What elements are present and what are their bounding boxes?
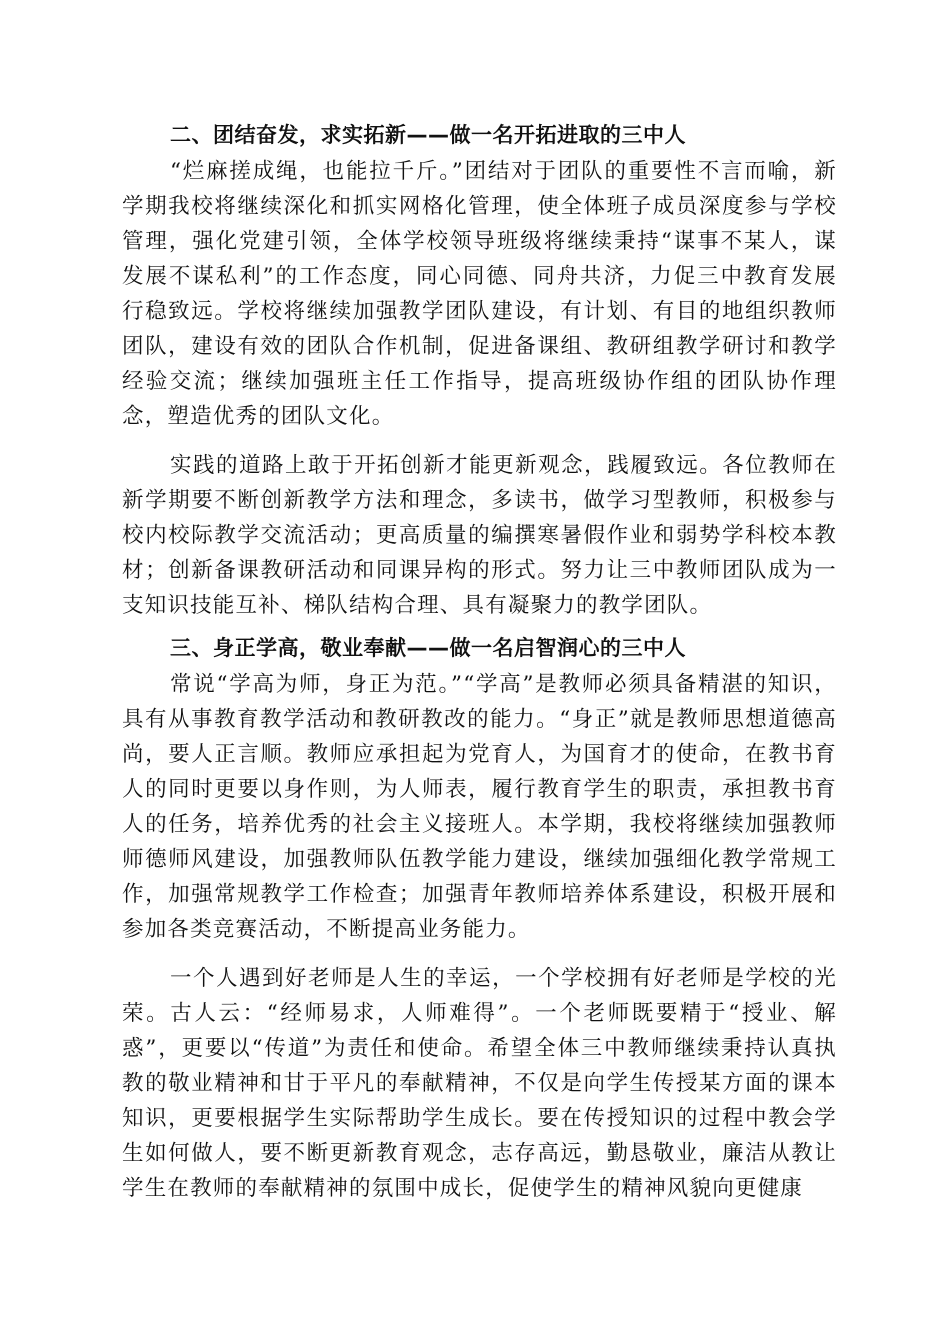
paragraph-unity: “烂麻搓成绳，也能拉千斤。”团结对于团队的重要性不言而喻，新学期我校将继续深化和抓实网格化管理，使全体班子成员深度参与学校管理，强化党建引领，全体学校领导班级将继续秉持“谋事不某人，谋发展不谋私利”的工作态度，同心同德、同舟共济，力促三中教育发展行稳致远。学校将继续加强教学团队建设，有计划、有目的地组织教师团队，建设有效的团队合作机制，促进备课组、教研组教学研讨和教学经验交流；继续加强班主任工作指导，提高班级协作组的团队协作理念，塑造优秀的团队文化。 bbox=[122, 159, 837, 429]
paragraph-good-teacher: 一个人遇到好老师是人生的幸运，一个学校拥有好老师是学校的光荣。古人云：“经师易求，人师难得”。一个老师既要精于“授业、解惑”，更要以“传道”为责任和使命。希望全体三中教师继续秉持认真执教的敬业精神和甘于平凡的奉献精神，不仅是向学生传授某方面的课本知识，更要根据学生实际帮助学生成长。要在传授知识的过程中教会学生如何做人，要不断更新教育观念，志存高远，勤恳敬业，廉洁从教让学生在教师的奉献精神的氛围中成长，促使学生的精神风貌向更健康 bbox=[122, 966, 837, 1201]
document-page bbox=[122, 116, 837, 1206]
section-heading-3: 三、身正学高，敬业奉献——做一名启智润心的三中人 bbox=[170, 636, 686, 660]
paragraph-innovation: 实践的道路上敢于开拓创新才能更新观念，践履致远。各位教师在新学期要不断创新教学方法和理念，多读书，做学习型教师，积极参与校内校际教学交流活动；更高质量的编撰寒暑假作业和弱势学科校本教材；创新备课教研活动和同课异构的形式。努力让三中教师团队成为一支知识技能互补、梯队结构合理、具有凝聚力的教学团队。 bbox=[122, 453, 837, 618]
paragraph-teacher-virtue: 常说“学高为师，身正为范。”“学高”是教师必须具备精湛的知识，具有从事教育教学活动和教研教改的能力。“身正”就是教师思想道德高尚，要人正言顺。教师应承担起为党育人，为国育才的使命，在教书育人的同时更要以身作则，为人师表，履行教育学生的职责，承担教书育人的任务，培养优秀的社会主义接班人。本学期，我校将继续加强教师师德师风建设，加强教师队伍教学能力建设，继续加强细化教学常规工作，加强常规教学工作检查；加强青年教师培养体系建设，积极开展和参加各类竞赛活动，不断提高业务能力。 bbox=[122, 672, 837, 942]
section-heading-2: 二、团结奋发，求实拓新——做一名开拓进取的三中人 bbox=[170, 123, 686, 147]
